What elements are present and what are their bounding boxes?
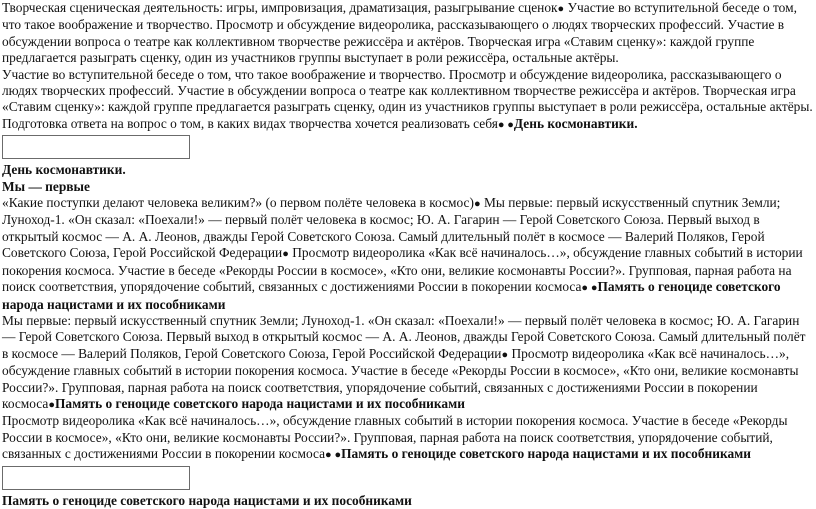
paragraph-text: Просмотр видеоролика «Как всё начиналось…», обсуждение главных событий в истории покорения космоса. Участие в беседе «Рекорды России в космосе», «Кто они, великие космонавты России?». Групповая, парная работа на поиск соответствия, упорядочение событий, связанных с достижениями России в покорении космоса: [2, 345, 799, 411]
paragraph-text: Творческая сценическая деятельность: игры, импровизация, драматизация, разыгрывание сценок: [2, 0, 558, 15]
bullet-icon: ● ●: [325, 449, 342, 462]
paragraph-text: Просмотр видеоролика «Как всё начиналось…», обсуждение главных событий в истории покорения космоса. Участие в беседе «Рекорды России в космосе», «Кто они, великие космонавты России?». Групповая, парная работа на поиск соответствия, упорядочение событий, связанных с достижениями России в покорении космоса: [2, 245, 803, 295]
bullet-icon: ● ●: [497, 118, 514, 131]
paragraph-space-history: [2, 195, 814, 313]
bullet-icon: ● ●: [581, 282, 598, 295]
bold-heading-inline: День космонавтики.: [513, 115, 638, 131]
bullet-icon: ●: [501, 348, 509, 361]
paragraph-theatre: [2, 0, 814, 67]
bold-heading-inline: Память о геноциде советского народа нацистами и их пособниками: [341, 446, 751, 462]
paragraph-text: «Какие поступки делают человека великим?» (о первом полёте человека в космос): [2, 195, 474, 211]
bold-heading-inline: Память о геноциде советского народа нацистами и их пособниками: [55, 395, 465, 411]
paragraph-first-achievements: [2, 313, 814, 413]
paragraph-preparation: [2, 116, 814, 133]
paragraph-video-viewing: [2, 413, 814, 463]
heading-cosmonautics-day: День космонавтики.: [2, 162, 126, 178]
paragraph-text: Подготовка ответа на вопрос о том, в каких видах творчества хочется реализовать себя: [2, 115, 498, 131]
paragraph-text: Мы первые: первый искусственный спутник Земли; Луноход-1. «Он сказал: «Поехали!» — первый полёт человека в космос; Ю. А. Гагарин — Герой Советского Союза. Первый выход в открытый космос — А. А. Леонов, дважды Герой Советского Союза. Самый длительный полёт в космосе — Валерий Поляков, Герой Советского Союза, Герой Российской Федерации: [2, 195, 781, 261]
bullet-icon: ●: [473, 198, 481, 211]
heading-genocide-memory: Память о геноциде советского народа нацистами и их пособниками: [2, 492, 412, 508]
bullet-icon: ●: [557, 3, 565, 15]
paragraph-text: Участие во вступительной беседе о том, что такое воображение и творчество. Просмотр и обсуждение видеоролика, рассказывающего о людях творческих профессий. Участие в обсуждении вопроса о театре как коллективном творчестве режиссёра и актёров. Творческая игра «Ставим сценку»: каждой группе предлагается разыграть сценку, один из участников группы выступает в роли режиссёра, остальные актёры.: [2, 0, 797, 66]
heading-we-are-first: Мы — первые: [2, 178, 90, 194]
bullet-icon: ●: [48, 398, 56, 411]
bullet-icon: ●: [282, 248, 289, 261]
empty-form-box: [2, 135, 190, 159]
paragraph-text: Мы первые: первый искусственный спутник Земли; Луноход-1. «Он сказал: «Поехали!» — первый полёт человека в космос; Ю. А. Гагарин — Герой Советского Союза. Первый выход в открытый космос — А. А. Леонов, дважды Герой Советского Союза. Самый длительный полёт в космосе — Валерий Поляков, Герой Советского Союза, Герой Российской Федерации: [2, 312, 806, 361]
paragraph-text: Просмотр видеоролика «Как всё начиналось…», обсуждение главных событий в истории покорения космоса. Участие в беседе «Рекорды России в космосе», «Кто они, великие космонавты России?». Групповая, парная работа на поиск соответствия, упорядочение событий, связанных с достижениями России в покорении космоса: [2, 413, 788, 462]
bold-heading-inline: Память о геноциде советского народа нацистами и их пособниками: [2, 279, 781, 312]
paragraph-discussion: Участие во вступительной беседе о том, что такое воображение и творчество. Просмотр и обсуждение видеоролика, рассказывающего о людях творческих профессий. Участие в обсуждении вопроса о театре как коллективном творчестве режиссёра и актёров. Творческая игра «Ставим сценку»: каждой группе предлагается разыграть сценку, один из участников группы выступает в роли режиссёра, остальные актёры.: [2, 66, 813, 115]
